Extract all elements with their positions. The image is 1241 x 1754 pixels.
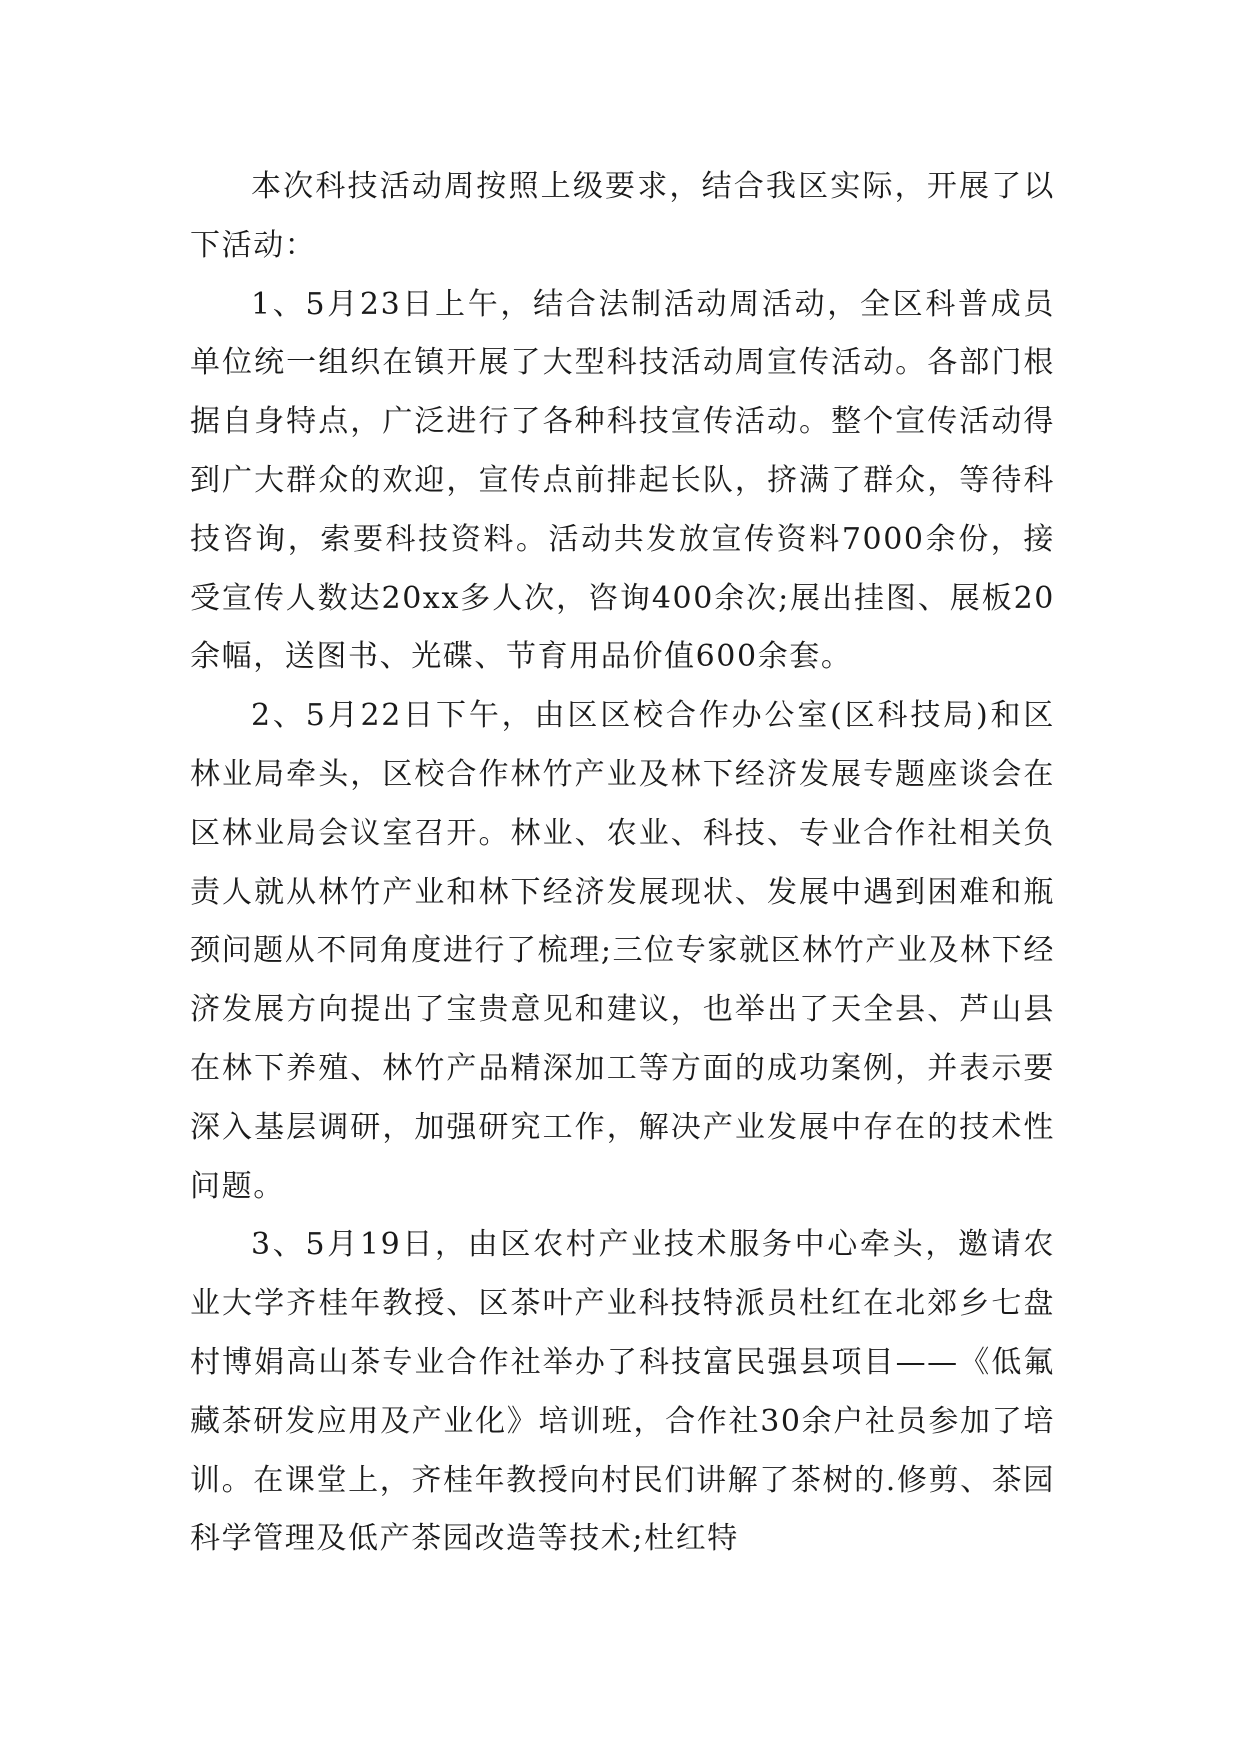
paragraph-item-3: 3、5月19日，由区农村产业技术服务中心牵头，邀请农业大学齐桂年教授、区茶叶产业科技特派员杜红在北郊乡七盘村博娟高山茶专业合作社举办了科技富民强县项目——《低氟藏茶研发应用及产业化》培训班，合作社30余户社员参加了培训。在课堂上，齐桂年教授向村民们讲解了茶树的.修剪、茶园科学管理及低产茶园改造等技术;杜红特 <box>190 1227 1055 1557</box>
paragraph-intro: 本次科技活动周按照上级要求，结合我区实际，开展了以下活动： <box>190 169 1055 263</box>
paragraph-item-1: 1、5月23日上午，结合法制活动周活动，全区科普成员单位统一组织在镇开展了大型科技活动周宣传活动。各部门根据自身特点，广泛进行了各种科技宣传活动。整个宣传活动得到广大群众的欢迎，宣传点前排起长队，挤满了群众，等待科技咨询，索要科技资料。活动共发放宣传资料7000余份，接受宣传人数达20xx多人次，咨询400余次;展出挂图、展板20余幅，送图书、光碟、节育用品价值600余套。 <box>190 286 1055 675</box>
document-body <box>190 158 1055 1569</box>
paragraph-item-2: 2、5月22日下午，由区区校合作办公室(区科技局)和区林业局牵头，区校合作林竹产业及林下经济发展专题座谈会在区林业局会议室召开。林业、农业、科技、专业合作社相关负责人就从林竹产业和林下经济发展现状、发展中遇到困难和瓶颈问题从不同角度进行了梳理;三位专家就区林竹产业及林下经济发展方向提出了宝贵意见和建议，也举出了天全县、芦山县在林下养殖、林竹产品精深加工等方面的成功案例，并表示要深入基层调研，加强研究工作，解决产业发展中存在的技术性问题。 <box>190 698 1055 1204</box>
